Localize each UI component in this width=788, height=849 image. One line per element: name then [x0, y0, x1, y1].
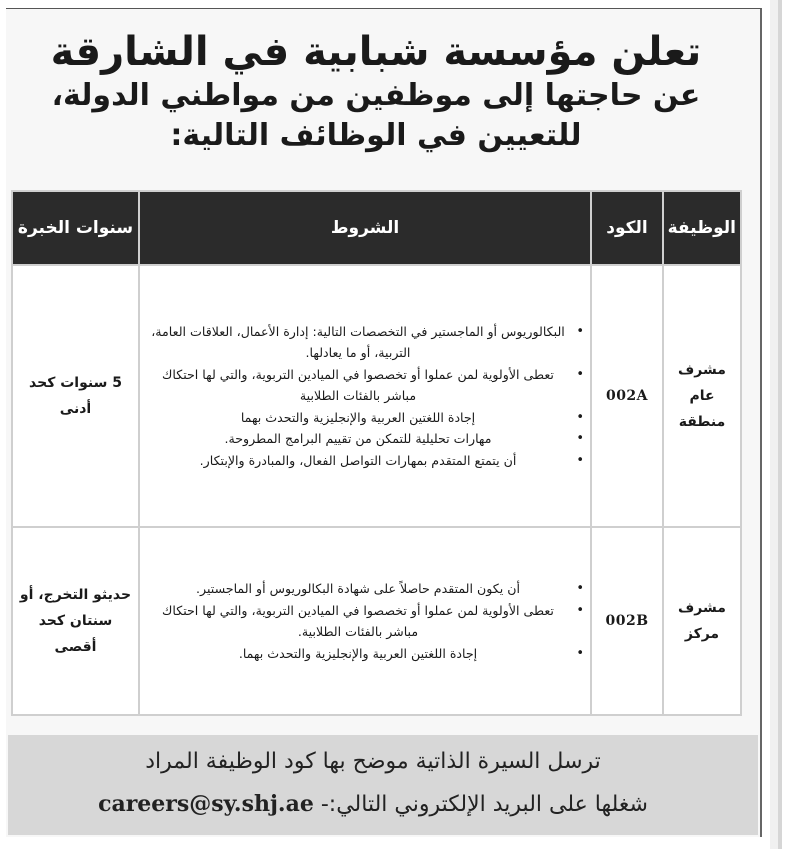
condition-item: • البكالوريوس أو الماجستير في التخصصات التالية: إدارة الأعمال، العلاقات العامة، التربية، أو ما يعادلها. — [146, 321, 570, 364]
header-code: الكود — [591, 191, 663, 265]
condition-item: • أن يتمتع المتقدم بمهارات التواصل الفعال، والمبادرة والإبتكار. — [146, 450, 570, 472]
condition-item: • أن يكون المتقدم حاصلاً على شهادة البكالوريوس أو الماجستير. — [146, 578, 570, 600]
job-title: مشرف عام منطقة — [663, 265, 741, 527]
header-experience: سنوات الخبرة — [12, 191, 139, 265]
headline — [16, 26, 736, 156]
headline-line-2: عن حاجتها إلى موظفين من مواطني الدولة، — [51, 78, 701, 113]
condition-item: • تعطى الأولوية لمن عملوا أو تخصصوا في الميادين التربوية، والتي لها احتكاك مباشر بالفئات الطلابية — [146, 364, 570, 407]
header-job: الوظيفة — [663, 191, 741, 265]
experience: حديثو التخرج، أو سنتان كحد أقصى — [12, 527, 139, 715]
job-conditions — [139, 265, 591, 527]
condition-item: • إجادة اللغتين العربية والإنجليزية والتحدث بهما. — [146, 643, 570, 665]
condition-item: • تعطى الأولوية لمن عملوا أو تخصصوا في الميادين التربوية، والتي لها احتكاك مباشر بالفئات الطلابية. — [146, 600, 570, 643]
headline-line-3: للتعيين في الوظائف التالية: — [170, 118, 582, 153]
job-conditions — [139, 527, 591, 715]
footer-line-2-text: شغلها على البريد الإلكتروني التالي:- — [320, 792, 648, 817]
condition-item: • إجادة اللغتين العربية والإنجليزية والتحدث بهما — [146, 407, 570, 429]
footer-box — [8, 735, 758, 835]
condition-item: • مهارات تحليلية للتمكن من تقييم البرامج المطروحة. — [146, 428, 570, 450]
email-address[interactable]: careers@sy.shj.ae — [98, 791, 314, 817]
table-row — [12, 527, 741, 715]
footer-line-2 — [8, 787, 738, 822]
job-title: مشرف مركز — [663, 527, 741, 715]
experience: 5 سنوات كحد أدنى — [12, 265, 139, 527]
job-code: 002B — [591, 527, 663, 715]
header-conditions: الشروط — [139, 191, 591, 265]
job-code: 002A — [591, 265, 663, 527]
headline-line-1: تعلن مؤسسة شبابية في الشارقة — [50, 29, 702, 75]
table-header-row — [12, 191, 741, 265]
jobs-table — [11, 190, 742, 716]
page-edge-shadow — [778, 0, 782, 849]
footer-line-1: ترسل السيرة الذاتية موضح بها كود الوظيفة المراد — [145, 749, 601, 774]
table-row — [12, 265, 741, 527]
